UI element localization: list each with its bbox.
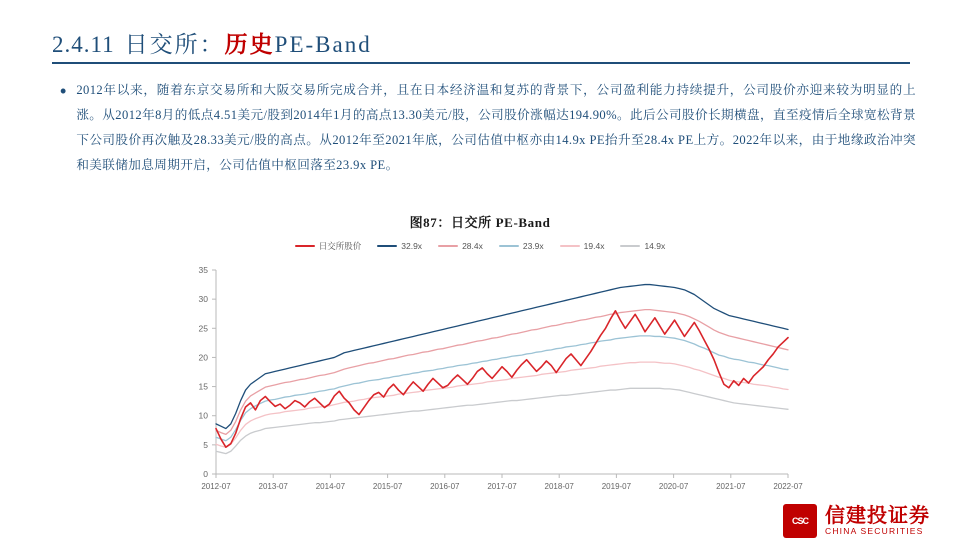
svg-text:2022-07: 2022-07 — [773, 482, 803, 491]
brand-logo — [783, 504, 930, 538]
svg-text:2019-07: 2019-07 — [601, 482, 632, 491]
title-text — [125, 26, 372, 59]
title-prefix: 日交所： — [124, 32, 225, 57]
svg-text:15: 15 — [198, 381, 208, 392]
svg-text:2021-07: 2021-07 — [716, 482, 746, 491]
svg-text:2015-07: 2015-07 — [372, 482, 403, 491]
legend-label: 23.9x — [522, 241, 544, 251]
svg-text:2020-07: 2020-07 — [658, 482, 689, 491]
svg-text:35: 35 — [198, 265, 208, 275]
bullet-icon: • — [60, 81, 67, 101]
legend-swatch-icon — [377, 245, 397, 247]
legend-swatch-icon — [438, 245, 458, 247]
svg-text:0: 0 — [203, 469, 208, 479]
svg-text:2013-07: 2013-07 — [258, 482, 288, 491]
legend-item-1 — [377, 241, 422, 251]
svg-text:20: 20 — [198, 352, 208, 363]
legend-item-2 — [438, 241, 483, 251]
body-paragraph-block — [60, 78, 916, 178]
svg-text:25: 25 — [198, 323, 208, 334]
svg-text:2017-07: 2017-07 — [487, 482, 517, 491]
brand-name-en: CHINA SECURITIES — [825, 525, 924, 536]
page-title — [52, 26, 372, 59]
legend-item-3 — [499, 241, 544, 251]
body-paragraph: 2012年以来，随着东京交易所和大阪交易所完成合并，且在日本经济温和复苏的背景下，公司盈利能力持续提升，公司股价亦迎来较为明显的上涨。从2012年8月的低点4.51美元/股到2014年1月的高点13.30美元/股，公司股价涨幅达194.90%。此后公司股价长期横盘，直至疫情后全球宽松背景下公司股价再次触及28.33美元/股的高点。从2012年至2021年底，公司估值中枢亦由14.9x PE抬升至28.4x PE上方。2022年以来，由于地缘政治冲突和美联储加息周期开启，公司估值中枢回落至23.9x PE。 — [76, 83, 916, 172]
svg-text:5: 5 — [203, 439, 208, 450]
legend-label: 32.9x — [401, 241, 423, 251]
legend-swatch-icon — [295, 245, 315, 247]
legend-item-4 — [560, 241, 605, 251]
legend-item-0 — [295, 240, 362, 252]
title-number: 2.4.11 — [52, 32, 115, 57]
legend-item-5 — [620, 241, 665, 251]
chart-legend — [150, 240, 810, 252]
title-highlight: 历史 — [224, 32, 275, 57]
legend-swatch-icon — [620, 245, 640, 247]
legend-label: 日交所股价 — [318, 241, 362, 251]
svg-text:2014-07: 2014-07 — [315, 482, 346, 491]
legend-label: 14.9x — [644, 241, 666, 251]
legend-swatch-icon — [499, 245, 519, 247]
legend-swatch-icon — [560, 245, 580, 247]
logo-mark-icon: CSC — [783, 504, 817, 538]
title-divider — [52, 62, 910, 64]
svg-text:2012-07: 2012-07 — [201, 482, 231, 491]
title-suffix: PE-Band — [274, 32, 372, 57]
svg-text:10: 10 — [198, 410, 208, 421]
legend-label: 28.4x — [462, 241, 483, 251]
chart-plot-area — [150, 262, 810, 500]
svg-text:2018-07: 2018-07 — [544, 482, 574, 491]
brand-name-cn: 信建投证券 — [825, 504, 930, 527]
chart-svg — [150, 262, 810, 500]
chart-container — [150, 210, 810, 500]
svg-text:2016-07: 2016-07 — [430, 482, 460, 491]
svg-text:30: 30 — [198, 294, 208, 305]
legend-label: 19.4x — [583, 241, 605, 251]
chart-title: 图87：日交所 PE-Band — [409, 215, 551, 230]
